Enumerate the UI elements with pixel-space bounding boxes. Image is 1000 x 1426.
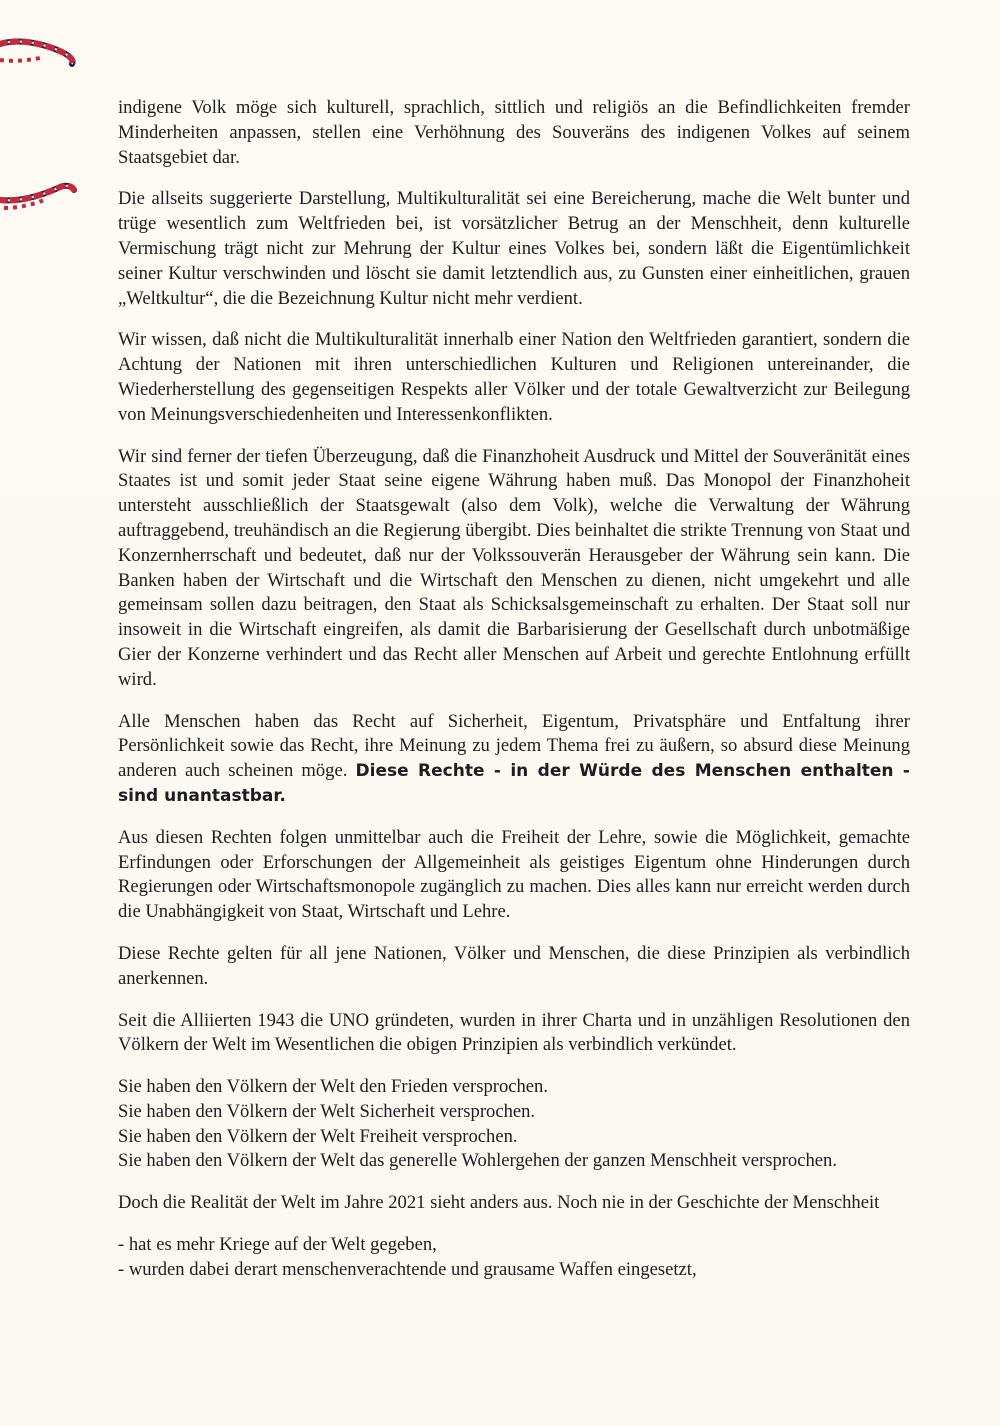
paragraph-human-rights — [118, 710, 910, 809]
document-body — [118, 96, 910, 1283]
promise-line: Sie haben den Völkern der Welt Sicherheit versprochen. — [118, 1100, 536, 1122]
rights-emphasis: Diese Rechte - in der Würde des Menschen enthalten - sind unantastbar. — [118, 761, 910, 806]
bullet-list — [118, 1233, 910, 1283]
paragraph-multiculturalism: Die allseits suggerierte Darstellung, Multikulturalität sei eine Bereicherung, mache die Welt bunter und trüge wesentlich zum Weltfrieden bei, ist vorsätzlicher Betrug an der Menschheit, denn kulturelle Vermischung trägt nicht zur Mehrung der Kultur eines Volkes bei, sondern läßt die Eigentümlichkeit seiner Kultur verschwinden und löscht sie damit letztendlich aus, zu Gunsten einer einheitlichen, grauen „Weltkultur“, die die Bezeichnung Kultur nicht mehr verdient. — [118, 188, 910, 309]
paragraph-freedom-of-teaching: Aus diesen Rechten folgen unmittelbar auch die Freiheit der Lehre, sowie die Möglichkeit, gemachte Erfindungen oder Erforschungen der Allgemeinheit als geistiges Eigentum ohne Hinderungen durch Regierungen oder Wirtschaftsmonopole zugänglich zu machen. Dies alles kann nur erreicht werden durch die Unabhängigkeit von Staat, Wirtschaft und Lehre. — [118, 826, 910, 923]
paragraph-rights-validity: Diese Rechte gelten für all jene Nationen, Völker und Menschen, die diese Prinzipien als verbindlich anerkennen. — [118, 942, 910, 989]
paragraph-uno: Seit die Alliierten 1943 die UNO gründeten, wurden in ihrer Charta und in unzähligen Resolutionen den Völkern der Welt im Wesentlichen die obigen Prinzipien als verbindlich verkündet. — [118, 1009, 910, 1056]
paragraph-reality: Doch die Realität der Welt im Jahre 2021 sieht anders aus. Noch nie in der Geschichte der Menschheit — [118, 1192, 880, 1214]
promise-line: Sie haben den Völkern der Welt das generelle Wohlergehen der ganzen Menschheit versprochen. — [118, 1150, 837, 1172]
paragraph-minorities: indigene Volk möge sich kulturell, sprachlich, sittlich und religiös an die Befindlichkeiten fremder Minderheiten anpassen, stellen eine Verhöhnung des Souveräns des indigenen Volkes auf seinem Staatsgebiet dar. — [118, 97, 910, 168]
promise-line: Sie haben den Völkern der Welt den Frieden versprochen. — [118, 1076, 548, 1098]
bullet-item: - hat es mehr Kriege auf der Welt gegeben, — [118, 1234, 437, 1256]
promise-line: Sie haben den Völkern der Welt Freiheit versprochen. — [118, 1125, 518, 1147]
paragraph-world-peace: Wir wissen, daß nicht die Multikulturalität innerhalb einer Nation den Weltfrieden garantiert, sondern die Achtung der Nationen mit ihren unterschiedlichen Kulturen und Religionen untereinander, die Wiederherstellung des gegenseitigen Respekts aller Völker und der totale Gewaltverzicht zur Beilegung von Meinungsverschiedenheiten und Interessenkonflikten. — [118, 329, 910, 425]
paragraph-financial-sovereignty: Wir sind ferner der tiefen Überzeugung, daß die Finanzhoheit Ausdruck und Mittel der Souveränität eines Staates ist und somit jeder Staat seine eigene Währung haben muß. Das Monopol der Finanzhoheit untersteht ausschließlich der Staatsgewalt (also dem Volk), welche die Verwaltung der Währung auftraggebend, treuhändisch an die Regierung übergibt. Dies beinhaltet die strikte Trennung von Staat und Konzernherrschaft und bedeutet, daß nur der Volkssouverän Herausgeber der Währung sein kann. Die Banken haben der Wirtschaft und die Wirtschaft den Menschen zu dienen, nicht umgekehrt und alle gemeinsam sollen dazu beitragen, den Staat als Schicksalsgemeinschaft zu erhalten. Der Staat soll nur insoweit in die Wirtschaft eingreifen, als damit die Barbarisierung der Gesellschaft durch unbotmäßige Gier der Konzerne verhindert und das Recht aller Menschen auf Arbeit und gerechte Entlohnung erfüllt wird. — [118, 445, 910, 690]
binding-cord-bottom-icon — [0, 178, 80, 218]
bullet-item: - wurden dabei derart menschenverachtende und grausame Waffen eingesetzt, — [118, 1258, 697, 1280]
promises-list — [118, 1075, 910, 1174]
rights-text: Alle Menschen haben das Recht auf Sicherheit, Eigentum, Privatsphäre und Entfaltung ihrer Persönlichkeit sowie das Recht, ihre Meinung zu jedem Thema frei zu äußern, so absurd diese Meinung anderen auch scheinen möge. — [118, 710, 910, 782]
binding-cord-top-icon — [0, 30, 80, 70]
